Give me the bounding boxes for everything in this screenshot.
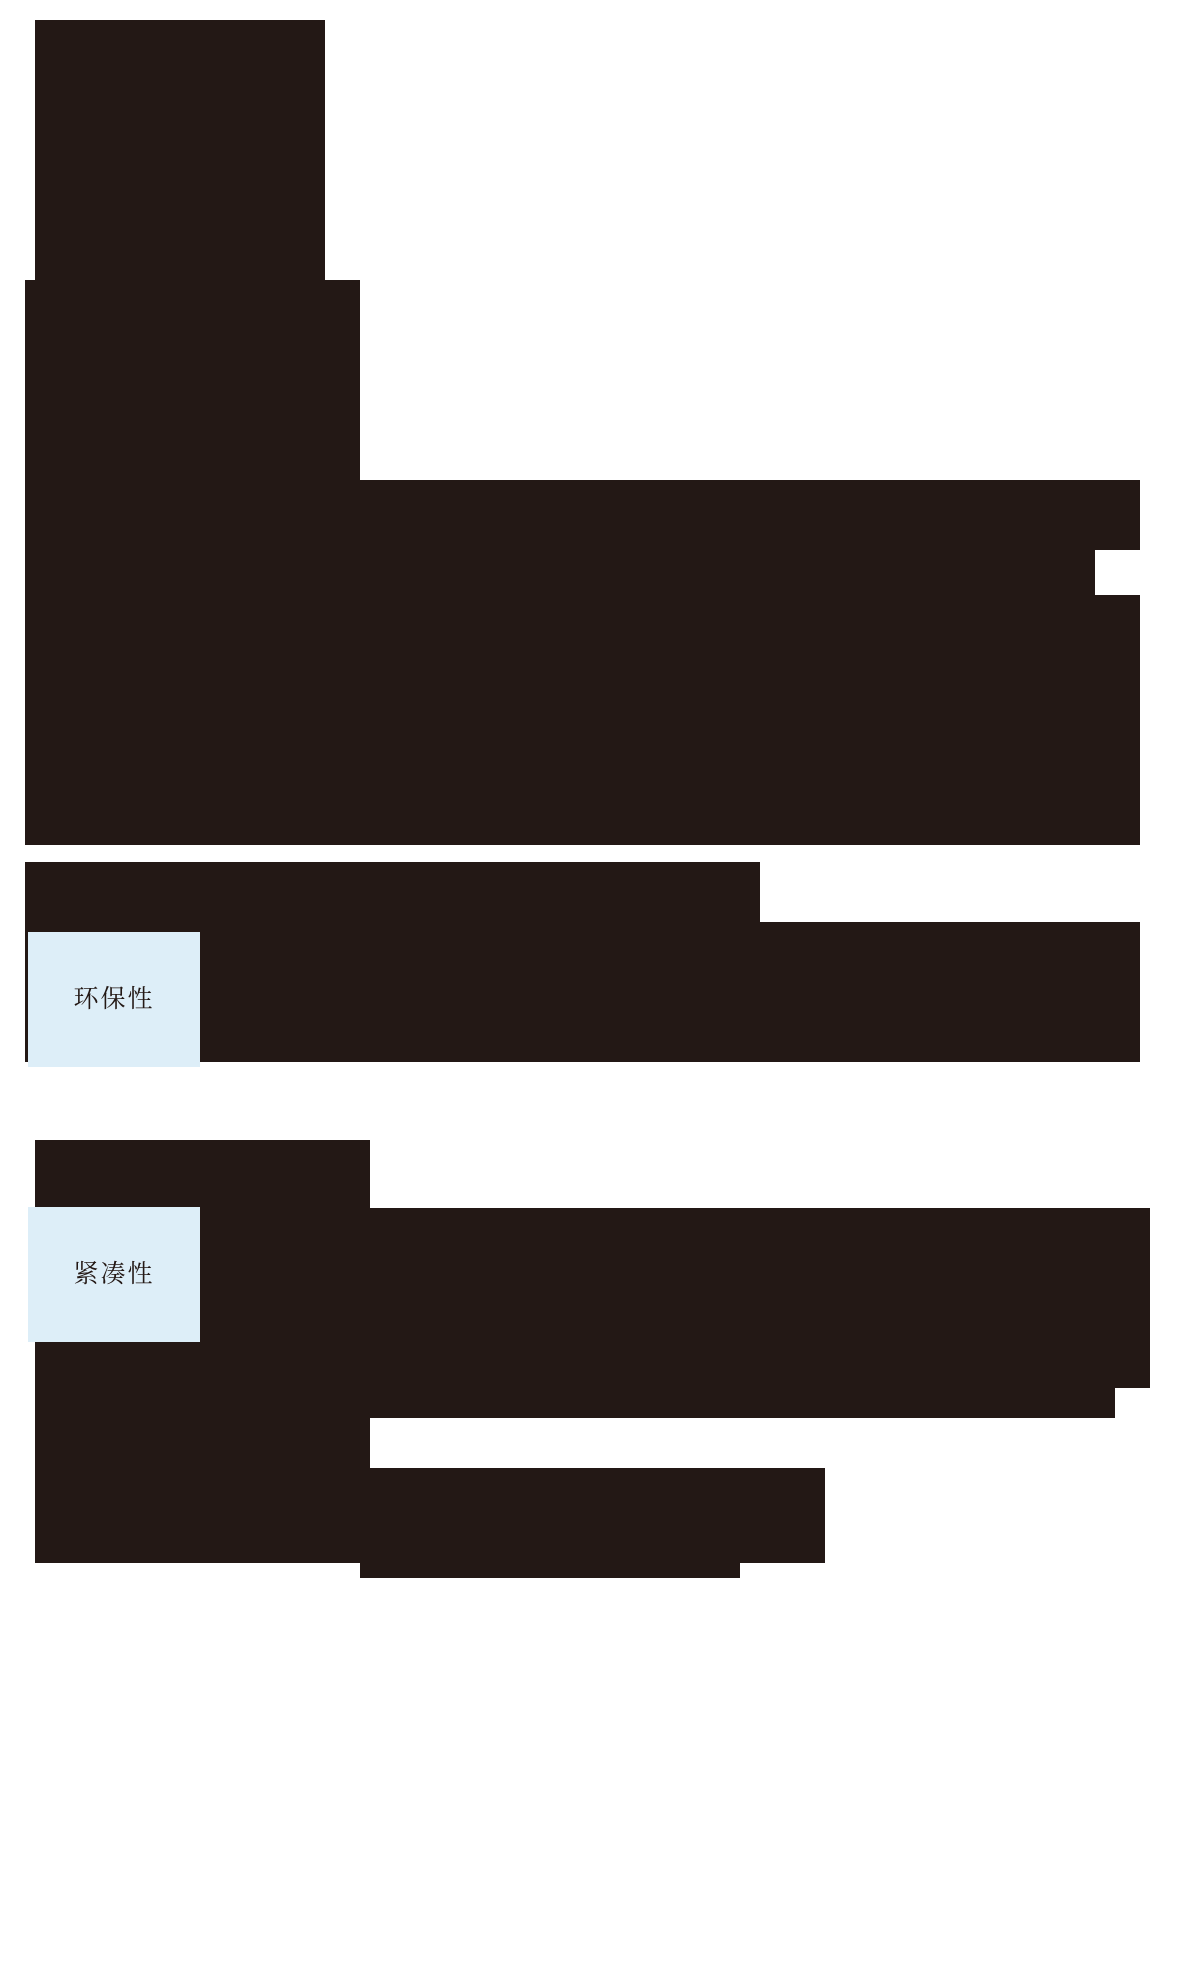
redacted-text-block — [360, 1563, 740, 1578]
redacted-text-block — [35, 1388, 1115, 1418]
callout-tag-huanbaoxing — [28, 932, 200, 1067]
redacted-text-block — [25, 862, 760, 922]
callout-tag-jincouxing — [28, 1207, 200, 1342]
redacted-text-block — [35, 20, 325, 280]
redacted-text-block — [25, 280, 360, 480]
redacted-text-block — [25, 480, 1140, 550]
callout-tag-label: 环保性 — [73, 985, 155, 1013]
callout-arrow-icon — [200, 940, 245, 1060]
redacted-text-block — [35, 1140, 370, 1208]
redacted-text-block — [25, 550, 1095, 595]
redacted-text-block — [25, 595, 1140, 845]
redacted-text-block — [35, 1468, 825, 1563]
callout-tag-label: 紧凑性 — [73, 1260, 155, 1288]
redacted-text-block — [35, 1418, 370, 1468]
callout-arrow-icon — [200, 1215, 245, 1335]
